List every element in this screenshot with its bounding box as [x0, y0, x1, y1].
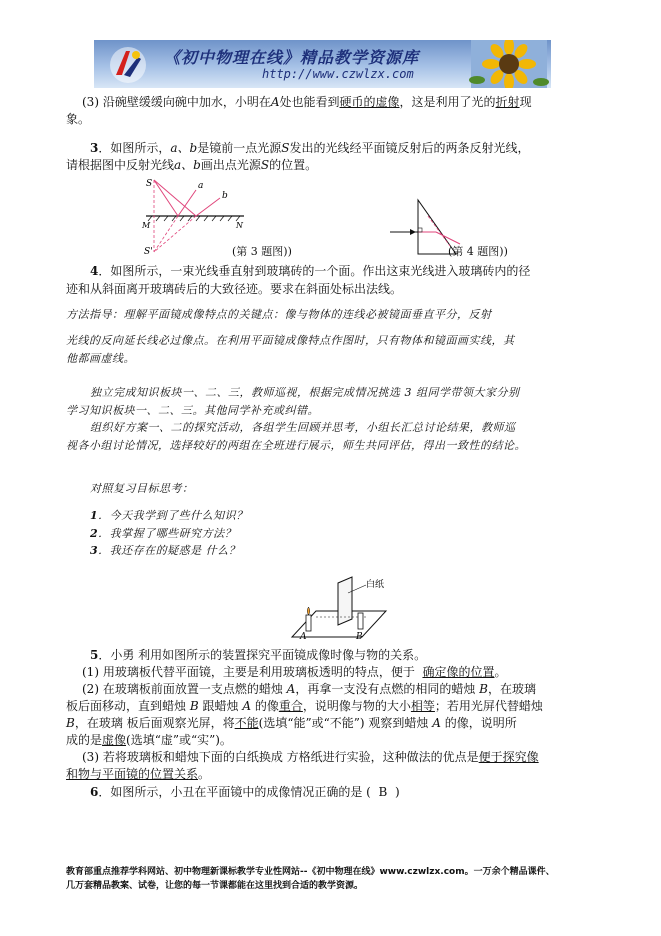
review-heading: 对照复习目标思考： [90, 482, 194, 495]
banner-title: 《初中物理在线》精品教学资源库 [164, 48, 420, 67]
fig3-label-N: N [236, 221, 243, 230]
fig3-label-b: b [222, 191, 228, 201]
banner-url: http://www.czwlzx.com [262, 67, 414, 81]
header-banner [94, 40, 551, 88]
answer-equal: 相等 [410, 699, 435, 713]
method-guide-line1: 方法指导：理解平面镜成像特点的关键点：像与物体的连线必被镜面垂直平分，反射 [66, 308, 492, 321]
q5-part2-line3: B，在玻璃 板后面观察光屏，将不能(选填“能”或“不能”) 观察到蜡烛 A 的像，说明所 [66, 716, 517, 730]
footer-line1: 教育部重点推荐学科网站、初中物理新课标教学专业性网站--《初中物理在线》www.czwlzx.com。一万余个精品课件、 [66, 867, 555, 877]
logo-icon [108, 45, 148, 85]
q5-part2-line1: (2) 在玻璃板前面放置一支点燃的蜡烛 A，再拿一支没有点燃的相同的蜡烛 B，在玻璃 [82, 682, 537, 696]
answer-virtual-image: 虚像 [102, 733, 127, 747]
q2-part3-line2: 象。 [66, 112, 91, 126]
method-guide-line3: 他都画虚线。 [66, 352, 135, 365]
figure-5-candle-setup [286, 577, 396, 641]
q5-part2-line2: 板后面移动，直到蜡烛 B 跟蜡烛 A 的像重合，说明像与物的大小相等；若用光屏代替蜡烛 [66, 699, 543, 713]
review-item-1: 1．今天我学到了些什么知识？ [90, 509, 248, 522]
q2-part3-line1: (3) 沿碗壁缓缓向碗中加水，小明在A处也能看到硬币的虚像，这是利用了光的折射现 [82, 95, 532, 109]
answer-advantage-2: 和物与平面镜的位置关系 [66, 767, 199, 781]
q3-line2: 请根据图中反射光线a、b画出点光源S的位置。 [66, 158, 318, 172]
answer-cannot: 不能 [234, 716, 259, 730]
q5-part3-line2: 和物与平面镜的位置关系。 [66, 767, 211, 781]
q5-part2-line4: 成的是虚像(选填“虚”或“实”)。 [66, 733, 232, 747]
figure-4-caption: (第 4 题图)) [448, 245, 508, 258]
fig3-label-M: M [142, 221, 151, 230]
fig5-label-paper: 白纸 [366, 580, 385, 590]
fig3-label-S-prime: S' [144, 247, 153, 257]
q4-line1: 4．如图所示，一束光线垂直射到玻璃砖的一个面。作出这束光线进入玻璃砖内的径 [90, 264, 531, 278]
fig3-label-a: a [198, 181, 204, 191]
review-item-2: 2．我掌握了哪些研究方法？ [90, 527, 237, 540]
answer-refraction: 折射 [495, 95, 520, 109]
group-work-line2: 学习知识板块一、二、三。其他同学补充或纠错。 [66, 404, 319, 417]
group-work-line1: 独立完成知识板块一、二、三，教师巡视，根据完成情况挑选 3 组同学带领大家分别 [90, 386, 520, 399]
q5-part3-line1: (3) 若将玻璃板和蜡烛下面的白纸换成 方格纸进行实验，这种做法的优点是便于探究像 [82, 750, 539, 764]
answer-advantage-1: 便于探究像 [478, 750, 539, 764]
fig3-label-S: S [146, 179, 153, 189]
q6-line: 6．如图所示，小丑在平面镜中的成像情况正确的是 ( B ) [90, 785, 400, 799]
review-item-3: 3．我还存在的疑惑是 什么？ [90, 544, 241, 557]
method-guide-line2: 光线的反向延长线必过像点。在利用平面镜成像特点作图时，只有物体和镜面画实线，其 [66, 334, 515, 347]
q5-part1: (1) 用玻璃板代替平面镜，主要是利用玻璃板透明的特点，便于 确定像的位置。 [82, 665, 507, 679]
q3-line1: 3．如图所示，a、b是镜前一点光源S发出的光线经平面镜反射后的两条反射光线， [90, 141, 530, 155]
footer-line2: 几万套精品教案、试卷，让您的每一节课都能在这里找到合适的教学资源。 [66, 881, 364, 891]
answer-coincide: 重合 [278, 699, 303, 713]
answer-virtual-coin: 硬币的虚像 [339, 95, 400, 109]
fig5-label-B: B [356, 632, 363, 642]
figure-3-caption: (第 3 题图)) [232, 245, 292, 258]
group-work-line3: 组织好方案一、二的探究活动，各组学生回顾并思考，小组长汇总讨论结果，教师巡 [90, 421, 516, 434]
q6-answer: B [378, 785, 388, 799]
fig5-label-A: A [300, 632, 307, 642]
q4-line2: 迹和从斜面离开玻璃砖后的大致径迹。要求在斜面处标出法线。 [66, 282, 403, 296]
group-work-line4: 视各小组讨论情况，选择较好的两组在全班进行展示，师生共同评估，得出一致性的结论。 [66, 439, 526, 452]
q5-stem: 5．小勇 利用如图所示的装置探究平面镜成像时像与物的关系。 [90, 648, 427, 662]
sunflower-icon [471, 40, 547, 88]
answer-locate-image: 确定像的位置 [422, 665, 495, 679]
